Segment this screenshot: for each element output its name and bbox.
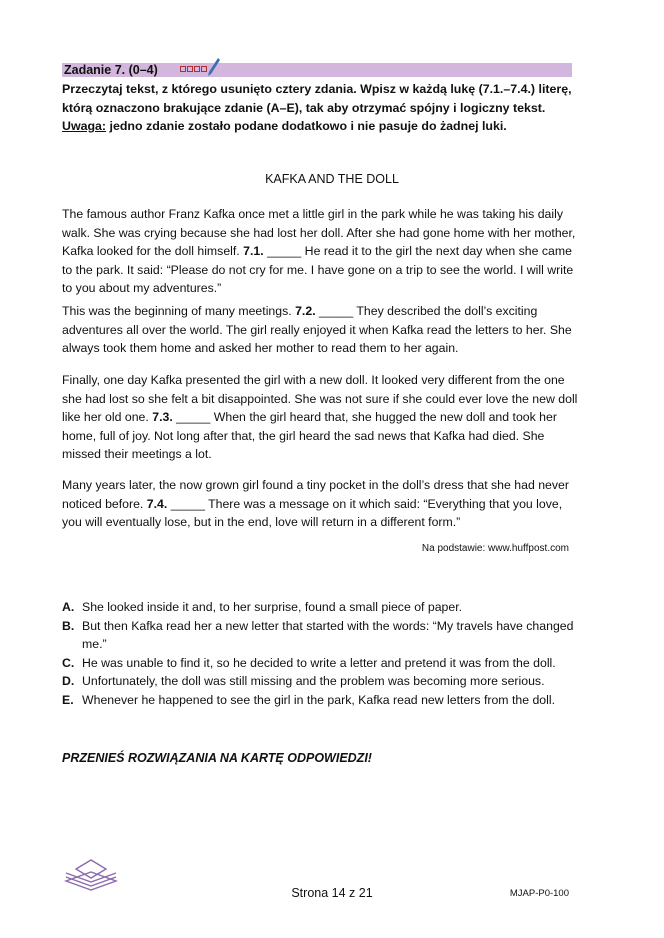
option-text: Unfortunately, the doll was still missing and the problem was becoming more serious.: [82, 674, 545, 689]
paragraph-4: [62, 476, 582, 532]
paragraph-2: [62, 302, 582, 358]
source-note: Na podstawie: www.huffpost.com: [421, 543, 569, 554]
p3-after: _____ When the girl heard that, she hugged the new doll and took her home, full of joy. Not long after that, the girl heard the sad news that Kafka had died. She missed their meetings a lot.: [62, 410, 557, 462]
option-text: She looked inside it and, to her surprise, found a small piece of paper.: [82, 600, 463, 614]
p4-before: Many years later, the now grown girl found a tiny pocket in the doll’s dress that she had never noticed before.: [62, 478, 569, 511]
text-title: KAFKA AND THE DOLL: [265, 172, 399, 186]
option-c: [62, 654, 582, 673]
exam-code: MJAP-P0-100: [509, 888, 569, 899]
p3-before: Finally, one day Kafka presented the girl with a new doll. It looked very different from the one she had lost so she felt a bit disappointed. She was not sure if she could ever love the new doll like her old one.: [62, 373, 578, 425]
option-d: [62, 672, 582, 691]
page-number: Strona 14 z 21: [291, 886, 373, 900]
option-text: But then Kafka read her a new letter that started with the words: “My travels have changed me.”: [82, 618, 574, 652]
p4-after: _____ There was a message on it which said: “Everything that you love, you will eventually lose, but in the end, love will return in a different form.”: [62, 496, 563, 530]
p2-after: _____ They described the doll’s exciting adventures all over the world. The girl really enjoyed it when Kafka read the letters to her. She always took them home and asked her mother to read them to her again.: [62, 304, 572, 356]
pen-icon: [207, 57, 221, 77]
score-boxes-icon: [180, 66, 207, 72]
p1-after: _____ He read it to the girl the next day when she came to the park. It said: “Please do not cry for me. I have gone on a trip to see the world. I will write to you about my adventures.”: [62, 244, 574, 296]
option-text: Whenever he happened to see the girl in the park, Kafka read new letters from the doll.: [82, 692, 556, 707]
option-letter: C.: [62, 655, 75, 670]
option-b: [62, 617, 582, 654]
p2-before: This was the beginning of many meetings.: [62, 304, 296, 318]
gap-7-1: 7.1.: [243, 244, 264, 259]
gap-7-3: 7.3.: [152, 410, 173, 425]
option-letter: E.: [62, 692, 74, 707]
task-instruction: [62, 80, 582, 136]
option-a: [62, 598, 582, 617]
instruction-main: Przeczytaj tekst, z którego usunięto cztery zdania. Wpisz w każdą lukę (7.1.–7.4.) literę, którą oznaczono brakujące zdanie (A–E), tak aby otrzymać spójny i logiczny tekst.: [62, 82, 572, 115]
option-letter: B.: [62, 618, 75, 633]
option-letter: A.: [62, 600, 75, 614]
option-text: He was unable to find it, so he decided to write a letter and pretend it was from the doll.: [82, 655, 556, 670]
note-label: Uwaga:: [62, 119, 107, 133]
option-letter: D.: [62, 674, 75, 689]
task-label: Zadanie 7. (0–4): [64, 63, 158, 77]
gap-7-2: 7.2.: [295, 304, 316, 318]
option-e: [62, 691, 582, 710]
note-text: jedno zdanie zostało podane dodatkowo i nie pasuje do żadnej luki.: [106, 119, 507, 133]
transfer-instruction: PRZENIEŚ ROZWIĄZANIA NA KARTĘ ODPOWIEDZI!: [62, 751, 372, 765]
p1-before: The famous author Franz Kafka once met a little girl in the park while he was taking his daily walk. She was crying because she had lost her doll. After she had gone home with her mother, Kafka looked for the doll himself.: [62, 207, 576, 259]
paragraph-1: [62, 205, 582, 298]
gap-7-4: 7.4.: [146, 496, 168, 511]
options-list: [62, 598, 582, 710]
paragraph-3: [62, 371, 582, 464]
